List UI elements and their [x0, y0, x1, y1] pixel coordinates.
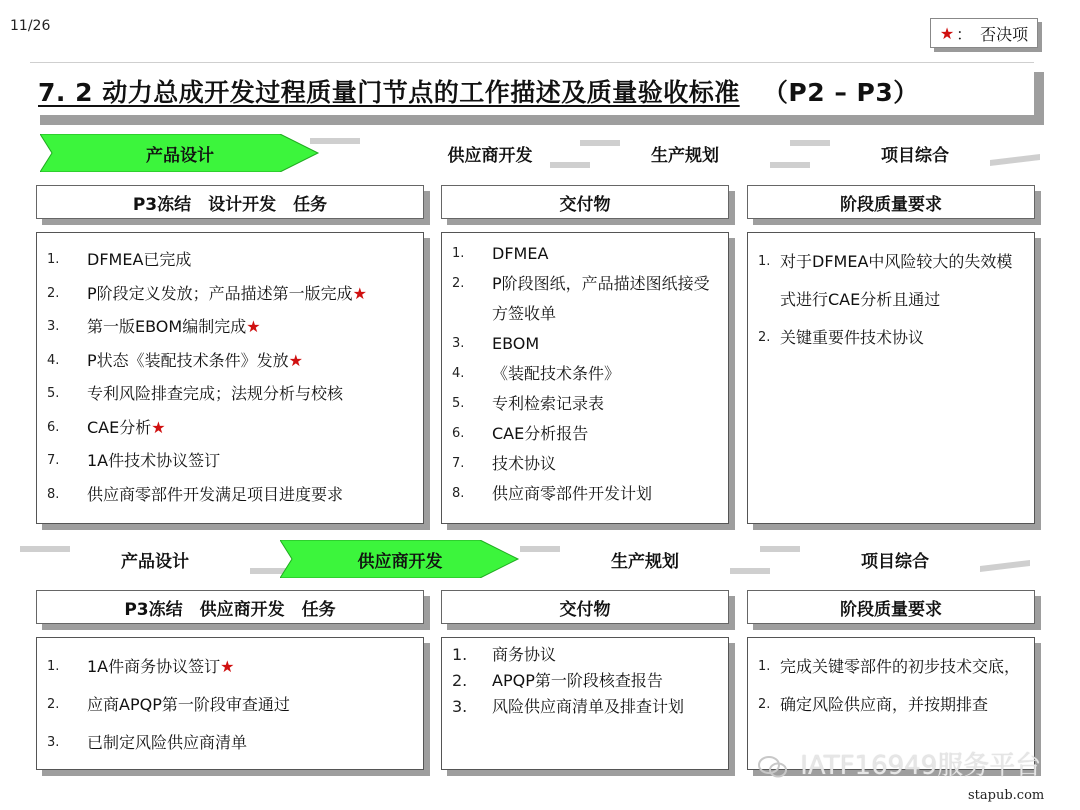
list-item: 1. DFMEA已完成 — [47, 250, 192, 269]
phase-chevron-production-s2 — [520, 540, 770, 578]
legend-label: 否决项 — [980, 24, 1029, 44]
list-item: 2. 应商APQP第一阶段审查通过 — [47, 695, 290, 714]
quality-header-s1: 阶段质量要求 — [747, 185, 1035, 219]
tasks-box-s1 — [36, 232, 424, 524]
watermark — [758, 745, 1041, 782]
veto-star-icon: ★ — [151, 417, 166, 437]
quality-box-s1 — [747, 232, 1035, 524]
page-number: 11/26 — [10, 18, 51, 34]
phase-label: 供应商开发 — [357, 551, 443, 572]
tasks-list-s2 — [37, 638, 423, 762]
deliverables-box-s1 — [441, 232, 729, 524]
phase-label: 供应商开发 — [447, 145, 533, 166]
phase-label: 生产规划 — [611, 551, 679, 572]
quality-header-s2: 阶段质量要求 — [747, 590, 1035, 624]
tasks-header-s2: P3冻结 供应商开发 任务 — [36, 590, 424, 624]
phase-chevron-supplier-dev-s2 — [280, 540, 520, 578]
list-item: 2. 确定风险供应商，并按期排查 — [758, 695, 989, 714]
phase-label: 产品设计 — [121, 551, 189, 572]
list-item: 1. 对于DFMEA中风险较大的失效模式进行CAE分析且通过 — [758, 252, 1013, 309]
list-item: 6. CAE分析报告 — [452, 424, 589, 443]
list-item: 2. P阶段图纸，产品描述图纸接受方签收单 — [452, 274, 710, 323]
tasks-header-s1: P3冻结 设计开发 任务 — [36, 185, 424, 219]
list-item: 3. 风险供应商清单及排查计划 — [452, 697, 685, 716]
veto-star-icon: ★ — [220, 657, 235, 676]
title-range: （P2 – P3） — [762, 78, 919, 107]
list-item: 7. 技术协议 — [452, 454, 557, 473]
list-item: 3. 第一版EBOM编制完成★ — [47, 317, 261, 336]
list-item: 1. 1A件商务协议签订★ — [47, 657, 235, 676]
deliverables-header-s1: 交付物 — [441, 185, 729, 219]
phase-chevron-supplier-dev-s1 — [300, 134, 590, 172]
phase-chevron-product-design-s1 — [40, 134, 320, 172]
list-item: 7. 1A件技术协议签订 — [47, 451, 221, 470]
deliverables-list-s1 — [442, 233, 728, 509]
tasks-box-s2 — [36, 637, 424, 770]
list-item: 1. DFMEA — [452, 244, 549, 263]
list-item: 1. 商务协议 — [452, 645, 557, 664]
phase-chevron-production-s1 — [560, 134, 810, 172]
list-item: 1. 完成关键零部件的初步技术交底， — [758, 657, 1021, 676]
phase-label: 生产规划 — [651, 145, 719, 166]
wechat-icon — [758, 756, 788, 778]
veto-legend — [930, 18, 1038, 48]
list-item: 8. 供应商零部件开发计划 — [452, 484, 653, 503]
deliverables-header-s2: 交付物 — [441, 590, 729, 624]
list-item: 2. P阶段定义发放；产品描述第一版完成★ — [47, 283, 367, 303]
tasks-list-s1 — [37, 233, 423, 511]
title-main: 7. 2 动力总成开发过程质量门节点的工作描述及质量验收标准 — [38, 78, 740, 107]
phase-label: 项目综合 — [881, 145, 949, 166]
deliverables-list-s2 — [442, 638, 728, 720]
veto-star-icon: ★ — [352, 283, 367, 303]
phase-label: 产品设计 — [146, 145, 214, 166]
veto-star-icon: ★ — [288, 350, 303, 370]
list-item: 2. APQP第一阶段核查报告 — [452, 671, 663, 690]
phase-label: 项目综合 — [861, 551, 929, 572]
phase-chevron-product-design-s2 — [20, 540, 290, 578]
watermark-text: IATF16949服务平台 — [800, 751, 1042, 781]
list-item: 5. 专利风险排查完成；法规分析与校核 — [47, 384, 344, 403]
list-item: 3. 已制定风险供应商清单 — [47, 733, 248, 752]
list-item: 5. 专利检索记录表 — [452, 394, 605, 413]
deliverables-box-s2 — [441, 637, 729, 770]
page-title — [38, 73, 919, 109]
phase-chevron-project-s2 — [760, 540, 1030, 578]
source-url: stapub.com — [968, 788, 1045, 803]
quality-list-s1 — [748, 233, 1034, 357]
title-bar — [30, 62, 1034, 115]
list-item: 8. 供应商零部件开发满足项目进度要求 — [47, 484, 344, 504]
list-item: 4. 《装配技术条件》 — [452, 364, 621, 383]
legend-colon: ： — [956, 24, 973, 44]
phase-chevron-project-s1 — [790, 134, 1040, 172]
veto-star-icon: ★ — [246, 317, 261, 336]
list-item: 4. P状态《装配技术条件》发放★ — [47, 350, 303, 370]
list-item: 6. CAE分析★ — [47, 417, 166, 437]
list-item: 2. 关键重要件技术协议 — [758, 328, 925, 347]
list-item: 3. EBOM — [452, 334, 540, 353]
star-icon: ★ — [939, 23, 955, 43]
quality-list-s2 — [748, 638, 1034, 724]
